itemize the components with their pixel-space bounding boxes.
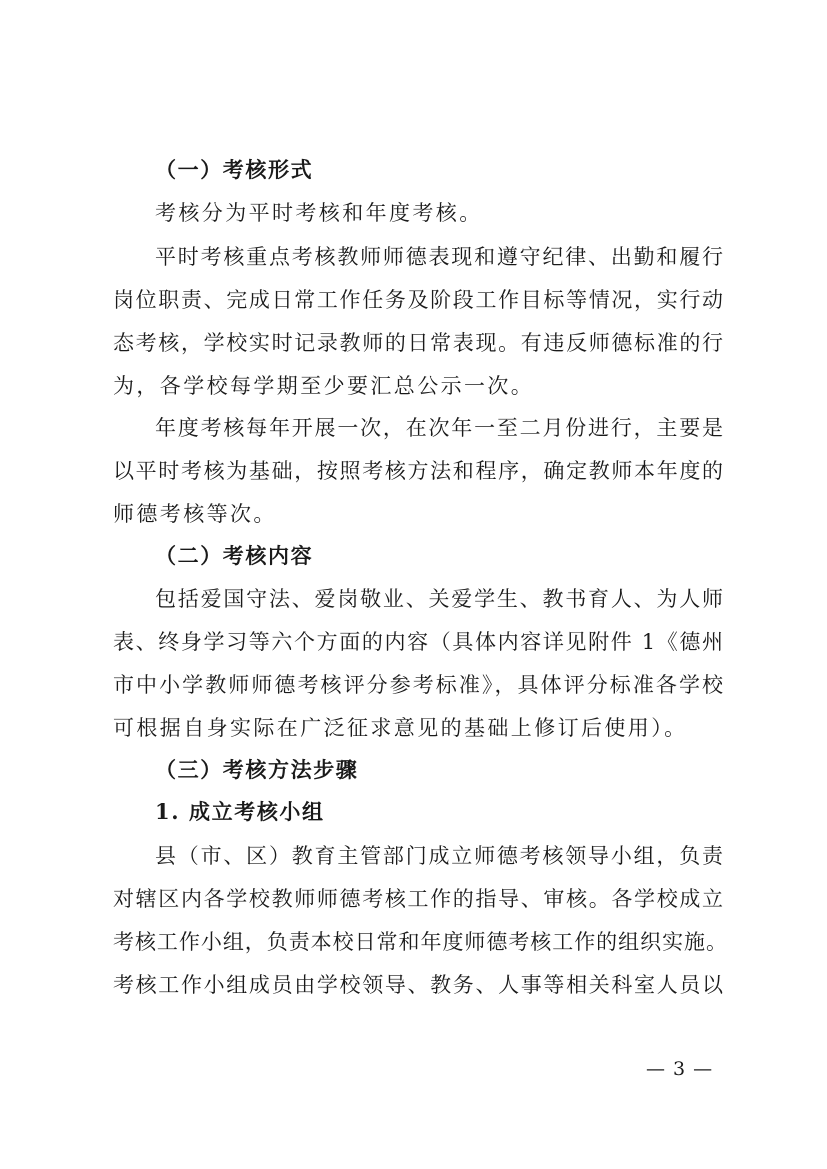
paragraph-line: 年度考核每年开展一次，在次年一至二月份进行，主要是 bbox=[155, 416, 723, 440]
page-number: — 3 — bbox=[646, 1058, 714, 1080]
paragraph-line: 考核分为平时考核和年度考核。 bbox=[155, 201, 483, 225]
section-heading-assessment-steps: （三）考核方法步骤 bbox=[155, 757, 359, 782]
paragraph-line: 包括爱国守法、爱岗敬业、关爱学生、教书育人、为人师 bbox=[155, 587, 723, 611]
paragraph-line: 以平时考核为基础，按照考核方法和程序，确定教师本年度的 bbox=[113, 459, 723, 483]
section-heading-assessment-form: （一）考核形式 bbox=[155, 157, 314, 182]
paragraph-line: 县（市、区）教育主管部门成立师德考核领导小组，负责 bbox=[155, 844, 723, 868]
paragraph-line: 表、终身学习等六个方面的内容（具体内容详见附件 1《德州 bbox=[113, 630, 723, 654]
paragraph-line: 可根据自身实际在广泛征求意见的基础上修订后使用）。 bbox=[113, 716, 688, 740]
paragraph-line: 考核工作小组，负责本校日常和年度师德考核工作的组织实施。 bbox=[113, 930, 727, 954]
subheading-form-group: 1. 成立考核小组 bbox=[155, 799, 325, 824]
paragraph-line: 市中小学教师师德考核评分参考标准》，具体评分标准各学校 bbox=[113, 673, 723, 697]
paragraph-line: 考核工作小组成员由学校领导、教务、人事等相关科室人员以 bbox=[113, 973, 723, 997]
paragraph-line: 对辖区内各学校教师师德考核工作的指导、审核。各学校成立 bbox=[113, 887, 723, 911]
paragraph-line: 师德考核等次。 bbox=[113, 502, 277, 526]
paragraph-line: 平时考核重点考核教师师德表现和遵守纪律、出勤和履行 bbox=[155, 245, 723, 269]
paragraph-line: 为，各学校每学期至少要汇总公示一次。 bbox=[113, 374, 535, 398]
paragraph-line: 岗位职责、完成日常工作任务及阶段工作目标等情况，实行动 bbox=[113, 288, 723, 312]
section-heading-assessment-content: （二）考核内容 bbox=[155, 543, 314, 568]
paragraph-line: 态考核，学校实时记录教师的日常表现。有违反师德标准的行 bbox=[113, 331, 723, 355]
